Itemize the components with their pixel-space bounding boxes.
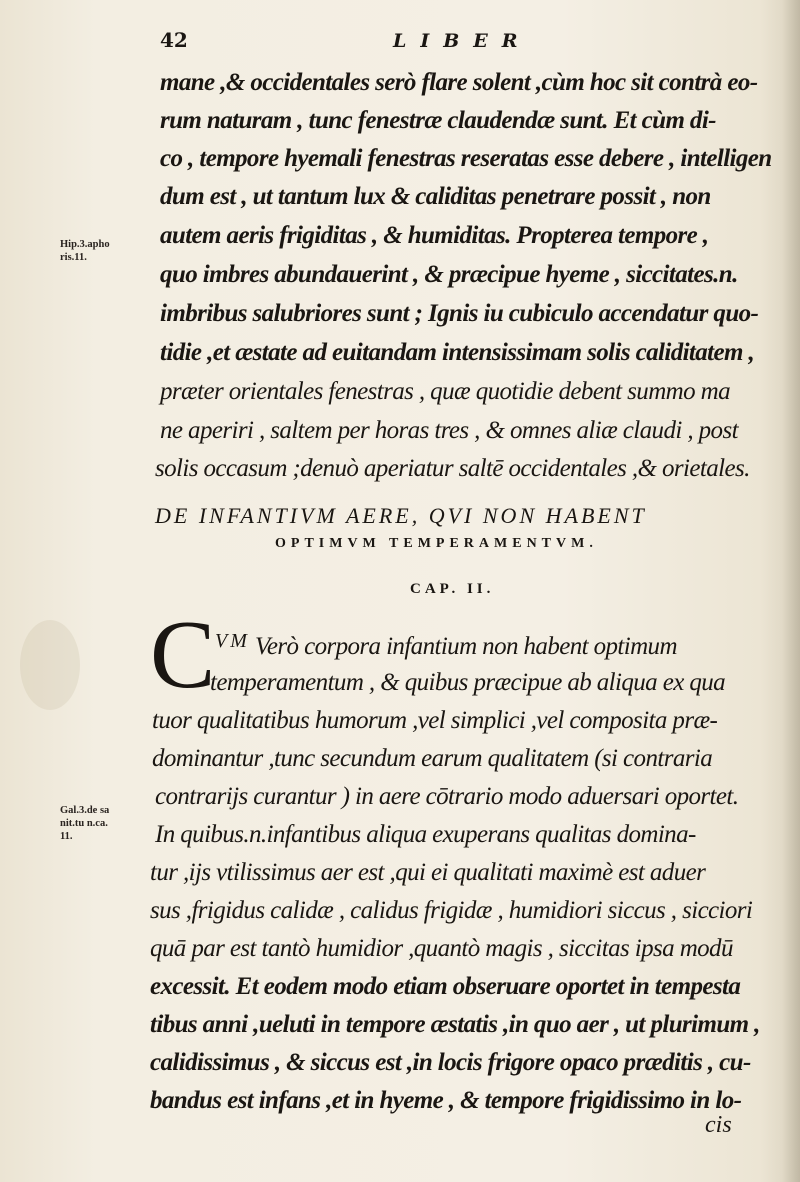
page-header (160, 28, 760, 58)
margin-note-line: ris.11. (60, 252, 87, 263)
text-line: contrarijs curantur ) in aere cōtrario modo aduersari oportet. (155, 783, 739, 810)
running-head: LIBER (393, 30, 532, 52)
text-line: In quibus.n.infantibus aliqua exuperans qualitas domina- (155, 821, 696, 848)
text-line: co , tempore hyemali fenestras reseratas esse debere , intelligen (160, 145, 772, 172)
chapter-title: DE INFANTIVM AERE, QVI NON HABENT (155, 503, 647, 528)
text-line: autem aeris frigiditas , & humiditas. Propterea tempore , (160, 222, 709, 249)
paper-stain (20, 620, 80, 710)
margin-note-line: 11. (60, 831, 73, 842)
page-edge-shadow (782, 0, 800, 1182)
text-line: dominantur ,tunc secundum earum qualitatem (si contraria (152, 745, 713, 772)
text-line: tidie ,et æstate ad euitandam intensissimam solis caliditatem , (160, 339, 755, 366)
text-line: quā par est tantò humidior ,quantò magis , siccitas ipsa modū (150, 935, 733, 962)
text-line: excessit. Et eodem modo etiam obseruare oportet in tempesta (150, 973, 741, 1000)
margin-note-line: nit.tu n.ca. (60, 818, 108, 829)
text-line: solis occasum ;denuò aperiatur saltē occidentales ,& orietales. (155, 455, 750, 482)
text-line: tur ,ijs vtilissimus aer est ,qui ei qualitati maximè est aduer (150, 859, 706, 886)
catchword: cis (705, 1112, 732, 1138)
margin-note-galen (60, 804, 109, 843)
text-line: quo imbres abundauerint , & præcipue hyeme , siccitates.n. (160, 261, 738, 288)
page-number: 42 (160, 28, 188, 52)
margin-note-line: Hip.3.apho (60, 239, 110, 250)
text-line: ne aperiri , saltem per horas tres , & omnes aliæ claudi , post (160, 417, 738, 444)
text-line: dum est , ut tantum lux & caliditas penetrare possit , non (160, 183, 711, 210)
text-line: calidissimus , & siccus est ,in locis frigore opaco præditis , cu- (150, 1049, 751, 1076)
text-line: tuor qualitatibus humorum ,vel simplici ,vel composita præ- (152, 707, 718, 734)
text-line: tibus anni ,ueluti in tempore æstatis ,in quo aer , ut plurimum , (150, 1011, 760, 1038)
drop-cap: C (150, 601, 216, 709)
margin-note-line: Gal.3.de sa (60, 805, 110, 816)
text-line: imbribus salubriores sunt ; Ignis iu cubiculo accendatur quo- (160, 300, 759, 327)
text-line: mane ,& occidentales serò flare solent ,cùm hoc sit contrà eo- (160, 69, 758, 96)
margin-note-hippocrates (60, 238, 110, 264)
drop-cap-continuation: VM (215, 630, 250, 652)
chapter-subtitle: OPTIMVM TEMPERAMENTVM. (275, 536, 598, 551)
text-line: Verò corpora infantium non habent optimum (255, 633, 677, 660)
text-line: præter orientales fenestras , quæ quotidie debent summo ma (160, 378, 731, 405)
text-line: bandus est infans ,et in hyeme , & tempore frigidissimo in lo- (150, 1087, 742, 1114)
text-line: rum naturam , tunc fenestræ claudendæ sunt. Et cùm di- (160, 107, 716, 134)
text-line: temperamentum , & quibus præcipue ab aliqua ex qua (210, 669, 726, 696)
chapter-caption: CAP. II. (410, 581, 495, 597)
text-line: sus ,frigidus calidæ , calidus frigidæ , humidiori siccus , sicciori (150, 897, 753, 924)
